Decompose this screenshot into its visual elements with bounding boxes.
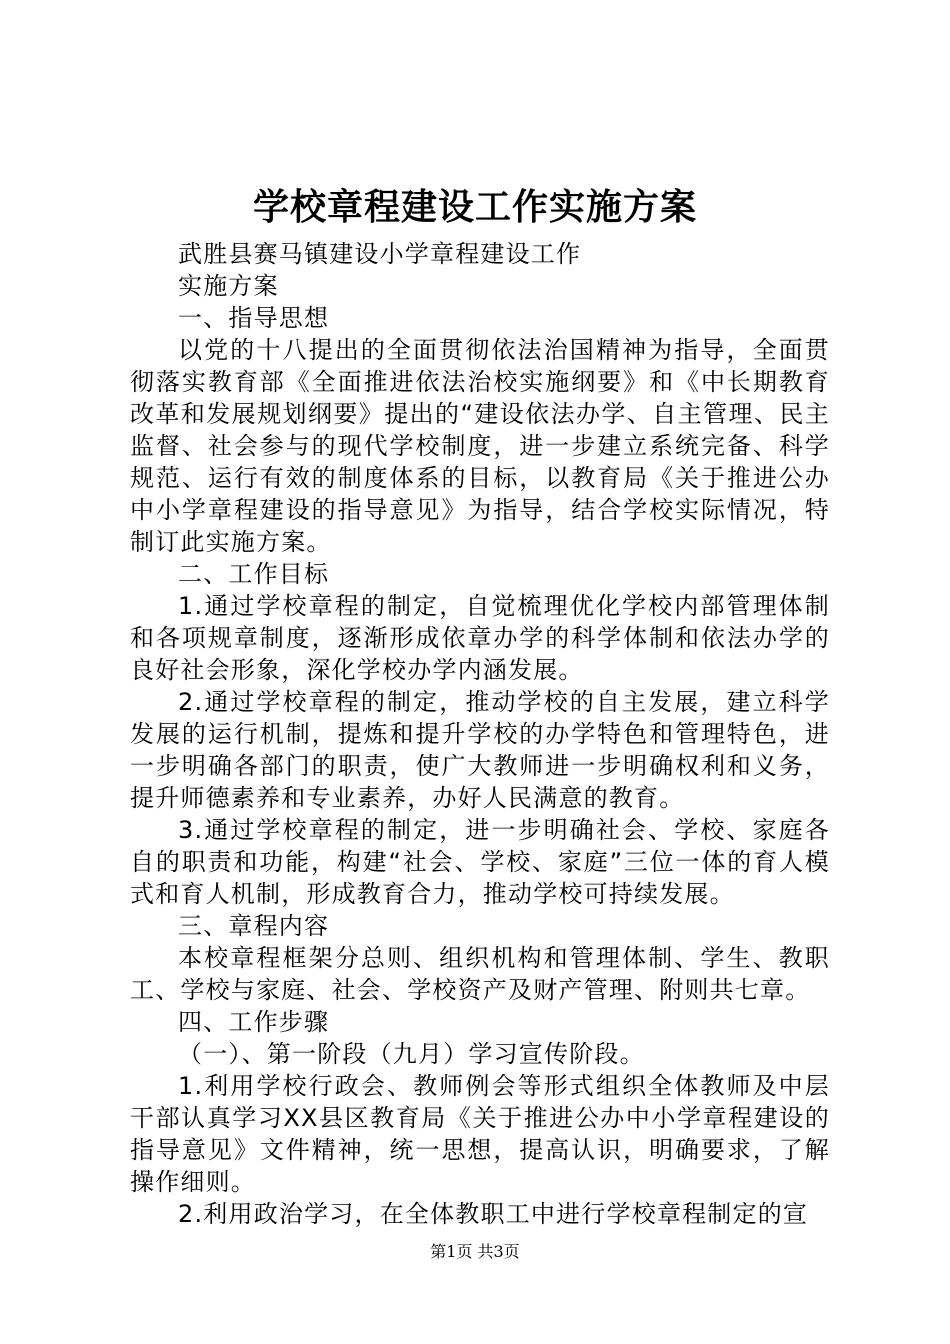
paragraph: 1.通过学校章程的制定，自觉梳理优化学校内部管理体制和各项规章制度，逐渐形成依章办学的科学体制和依法办学的良好社会形象，深化学校办学内涵发展。 — [130, 592, 830, 684]
paragraph-subtitle-2: 实施方案 — [178, 272, 279, 300]
paragraph: 以党的十八提出的全面贯彻依法治国精神为指导，全面贯彻落实教育部《全面推进依法治校实施纲要》和《中长期教育改革和发展规划纲要》提出的“建设依法办学、自主管理、民主监督、社会参与的现代学校制度，进一步建立系统完备、科学规范、运行有效的制度体系的目标，以教育局《关于推进公办中小学章程建设的指导意见》为指导，结合学校实际情况，特制订此实施方案。 — [130, 336, 830, 556]
document-title: 学校章程建设工作实施方案 — [252, 186, 697, 228]
paragraph: 2.利用政治学习，在全体教职工中进行学校章程制定的宣 — [178, 1200, 809, 1228]
paragraph-subtitle: 武胜县赛马镇建设小学章程建设工作 — [178, 240, 582, 268]
section-heading: 三、章程内容 — [178, 912, 330, 940]
paragraph: 1.利用学校行政会、教师例会等形式组织全体教师及中层干部认真学习XX县区教育局《关于推进公办中小学章程建设的指导意见》文件精神，统一思想，提高认识，明确要求，了解操作细则。 — [130, 1072, 830, 1196]
sub-heading: （一）、第一阶段（九月）学习宣传阶段。 — [178, 1040, 645, 1068]
page-footer: 第1页 共3页 — [430, 1242, 520, 1261]
section-heading: 四、工作步骤 — [178, 1008, 330, 1036]
paragraph: 2.通过学校章程的制定，推动学校的自主发展，建立科学发展的运行机制，提炼和提升学校的办学特色和管理特色，进一步明确各部门的职责，使广大教师进一步明确权利和义务，提升师德素养和专业素养，办好人民满意的教育。 — [130, 688, 830, 812]
paragraph: 本校章程框架分总则、组织机构和管理体制、学生、教职工、学校与家庭、社会、学校资产及财产管理、附则共七章。 — [130, 944, 830, 1004]
section-heading: 二、工作目标 — [178, 560, 330, 588]
document-body — [130, 238, 830, 1230]
paragraph: 3.通过学校章程的制定，进一步明确社会、学校、家庭各自的职责和功能，构建“社会、学校、家庭”三位一体的育人模式和育人机制，形成教育合力，推动学校可持续发展。 — [130, 816, 830, 908]
section-heading: 一、指导思想 — [178, 304, 330, 332]
